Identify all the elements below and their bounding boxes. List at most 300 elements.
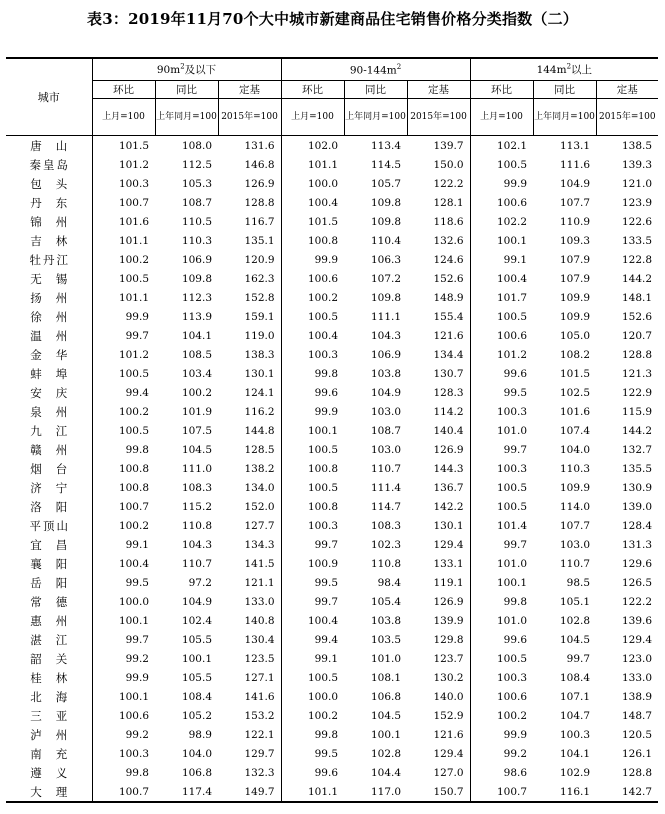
value-cell: 121.6 xyxy=(407,326,470,345)
value-cell: 139.6 xyxy=(621,614,653,627)
value-cell: 135.5 xyxy=(621,462,653,475)
value-cell: 113.9 xyxy=(181,310,212,323)
value-cell: 100.5 xyxy=(496,652,528,665)
table-row xyxy=(6,478,658,497)
value-cell: 100.8 xyxy=(307,234,339,247)
value-cell: 104.5 xyxy=(559,633,591,646)
value-cell: 122.1 xyxy=(218,725,281,744)
value-cell: 99.7 xyxy=(314,538,339,551)
value-cell: 99.8 xyxy=(314,367,339,380)
table-row xyxy=(6,573,658,592)
value-cell: 103.0 xyxy=(559,538,591,551)
value-cell: 113.1 xyxy=(559,139,591,152)
value-cell: 100.3 xyxy=(118,747,149,760)
value-cell: 101.1 xyxy=(118,291,149,304)
value-cell: 126.9 xyxy=(407,440,470,459)
value-cell: 99.2 xyxy=(125,652,149,665)
city-cell: 三亚 xyxy=(6,706,92,725)
value-cell: 110.7 xyxy=(181,557,212,570)
value-cell: 111.6 xyxy=(559,158,591,171)
value-cell: 100.3 xyxy=(496,671,528,684)
value-cell: 98.6 xyxy=(503,766,528,779)
city-cell: 包头 xyxy=(6,174,92,193)
city-cell: 徐州 xyxy=(6,307,92,326)
group-header-small: $90m^2$及以下 xyxy=(92,58,281,81)
value-cell: 146.8 xyxy=(218,155,281,174)
value-cell: 100.1 xyxy=(118,614,149,627)
value-cell: 148.7 xyxy=(621,709,653,722)
value-cell: 99.7 xyxy=(503,538,528,551)
table-row xyxy=(6,155,658,174)
value-cell: 102.5 xyxy=(559,386,591,399)
value-cell: 111.4 xyxy=(370,481,402,494)
value-cell: 121.3 xyxy=(621,367,653,380)
value-cell: 100.5 xyxy=(118,367,149,380)
value-cell: 132.3 xyxy=(218,763,281,782)
price-index-table xyxy=(6,57,658,803)
value-cell: 144.3 xyxy=(407,459,470,478)
table-body xyxy=(6,58,658,802)
table-row xyxy=(6,459,658,478)
city-cell: 南充 xyxy=(6,744,92,763)
value-cell: 144.2 xyxy=(621,272,653,285)
value-cell: 128.8 xyxy=(621,766,653,779)
value-cell: 141.5 xyxy=(218,554,281,573)
value-cell: 100.0 xyxy=(118,595,149,608)
table-row xyxy=(6,497,658,516)
table-row xyxy=(6,687,658,706)
value-cell: 142.7 xyxy=(596,782,658,802)
city-cell: 泉州 xyxy=(6,402,92,421)
value-cell: 114.0 xyxy=(559,500,591,513)
value-cell: 129.7 xyxy=(218,744,281,763)
value-cell: 139.3 xyxy=(621,158,653,171)
value-cell: 100.2 xyxy=(496,709,528,722)
value-cell: 100.8 xyxy=(307,462,339,475)
value-cell: 120.5 xyxy=(621,728,653,741)
value-cell: 100.5 xyxy=(496,481,528,494)
value-cell: 100.2 xyxy=(118,253,149,266)
value-cell: 130.2 xyxy=(407,668,470,687)
value-cell: 129.4 xyxy=(407,744,470,763)
city-cell: 济宁 xyxy=(6,478,92,497)
value-cell: 123.7 xyxy=(407,649,470,668)
value-cell: 99.9 xyxy=(503,728,528,741)
value-cell: 101.2 xyxy=(118,158,149,171)
value-cell: 121.6 xyxy=(407,725,470,744)
value-cell: 105.5 xyxy=(181,671,212,684)
value-cell: 129.8 xyxy=(407,630,470,649)
value-cell: 100.5 xyxy=(496,158,528,171)
value-cell: 130.1 xyxy=(218,364,281,383)
value-cell: 100.5 xyxy=(496,500,528,513)
value-cell: 152.9 xyxy=(407,706,470,725)
value-cell: 121.0 xyxy=(621,177,653,190)
base-cell: 2015年=100 xyxy=(596,99,658,136)
value-cell: 106.9 xyxy=(181,253,212,266)
value-cell: 99.7 xyxy=(314,595,339,608)
value-cell: 139.7 xyxy=(407,136,470,156)
value-cell: 100.1 xyxy=(118,690,149,703)
city-cell: 金华 xyxy=(6,345,92,364)
table-row xyxy=(6,649,658,668)
value-cell: 149.7 xyxy=(218,782,281,802)
value-cell: 99.7 xyxy=(125,633,149,646)
value-cell: 100.8 xyxy=(118,481,149,494)
value-cell: 101.2 xyxy=(496,348,528,361)
base-cell: 上月=100 xyxy=(281,99,344,136)
value-cell: 132.7 xyxy=(621,443,653,456)
value-cell: 109.8 xyxy=(181,272,212,285)
table-row xyxy=(6,630,658,649)
value-cell: 128.8 xyxy=(218,193,281,212)
value-cell: 102.8 xyxy=(370,747,402,760)
table-row xyxy=(6,288,658,307)
value-cell: 124.1 xyxy=(218,383,281,402)
value-cell: 148.9 xyxy=(407,288,470,307)
value-cell: 112.3 xyxy=(181,291,212,304)
value-cell: 104.1 xyxy=(559,747,591,760)
group-header-medium: $90-144m^2$ xyxy=(281,58,470,81)
value-cell: 126.5 xyxy=(621,576,653,589)
value-cell: 99.8 xyxy=(125,443,149,456)
value-cell: 138.3 xyxy=(218,345,281,364)
value-cell: 102.1 xyxy=(496,139,528,152)
value-cell: 101.7 xyxy=(496,291,528,304)
city-cell: 韶关 xyxy=(6,649,92,668)
value-cell: 122.9 xyxy=(621,386,653,399)
subheader-cell: 同比 xyxy=(344,81,407,99)
table-row xyxy=(6,402,658,421)
value-cell: 99.9 xyxy=(314,405,339,418)
city-cell: 温州 xyxy=(6,326,92,345)
value-cell: 128.3 xyxy=(407,383,470,402)
value-cell: 101.0 xyxy=(496,614,528,627)
value-cell: 104.5 xyxy=(181,443,212,456)
value-cell: 101.1 xyxy=(118,234,149,247)
value-cell: 102.2 xyxy=(496,215,528,228)
value-cell: 110.7 xyxy=(370,462,402,475)
value-cell: 99.9 xyxy=(503,177,528,190)
value-cell: 116.2 xyxy=(218,402,281,421)
value-cell: 110.3 xyxy=(559,462,591,475)
value-cell: 100.7 xyxy=(470,782,533,802)
value-cell: 100.5 xyxy=(307,481,339,494)
value-cell: 99.6 xyxy=(314,766,339,779)
value-cell: 100.0 xyxy=(307,690,339,703)
value-cell: 119.1 xyxy=(407,573,470,592)
city-cell: 赣州 xyxy=(6,440,92,459)
city-cell: 蚌埠 xyxy=(6,364,92,383)
value-cell: 131.3 xyxy=(621,538,653,551)
table-row xyxy=(6,611,658,630)
value-cell: 162.3 xyxy=(218,269,281,288)
value-cell: 141.6 xyxy=(218,687,281,706)
value-cell: 121.1 xyxy=(218,573,281,592)
value-cell: 134.3 xyxy=(218,535,281,554)
value-cell: 138.5 xyxy=(621,139,653,152)
value-cell: 105.2 xyxy=(181,709,212,722)
value-cell: 101.1 xyxy=(281,782,344,802)
table-row xyxy=(6,725,658,744)
value-cell: 100.4 xyxy=(307,329,339,342)
value-cell: 134.0 xyxy=(218,478,281,497)
subheader-cell: 环比 xyxy=(281,81,344,99)
table-row xyxy=(6,535,658,554)
subheader-cell: 环比 xyxy=(470,81,533,99)
value-cell: 122.8 xyxy=(621,253,653,266)
value-cell: 100.6 xyxy=(496,329,528,342)
value-cell: 101.9 xyxy=(181,405,212,418)
value-cell: 131.6 xyxy=(218,136,281,156)
value-cell: 108.4 xyxy=(559,671,591,684)
city-cell: 吉林 xyxy=(6,231,92,250)
value-cell: 140.8 xyxy=(218,611,281,630)
value-cell: 150.7 xyxy=(407,782,470,802)
value-cell: 109.8 xyxy=(370,291,402,304)
value-cell: 144.8 xyxy=(218,421,281,440)
value-cell: 101.2 xyxy=(118,348,149,361)
value-cell: 105.0 xyxy=(559,329,591,342)
value-cell: 100.3 xyxy=(496,405,528,418)
table-row xyxy=(6,326,658,345)
value-cell: 110.8 xyxy=(370,557,402,570)
value-cell: 99.6 xyxy=(503,633,528,646)
value-cell: 102.0 xyxy=(307,139,339,152)
value-cell: 114.5 xyxy=(370,158,402,171)
value-cell: 110.5 xyxy=(181,215,212,228)
value-cell: 100.7 xyxy=(118,196,149,209)
value-cell: 101.5 xyxy=(118,139,149,152)
table-row xyxy=(6,250,658,269)
city-cell: 宜昌 xyxy=(6,535,92,554)
value-cell: 98.4 xyxy=(377,576,402,589)
value-cell: 126.9 xyxy=(218,174,281,193)
value-cell: 108.3 xyxy=(370,519,402,532)
value-cell: 104.1 xyxy=(181,329,212,342)
value-cell: 105.3 xyxy=(181,177,212,190)
value-cell: 112.5 xyxy=(181,158,212,171)
city-cell: 泸州 xyxy=(6,725,92,744)
value-cell: 106.3 xyxy=(370,253,402,266)
value-cell: 128.5 xyxy=(218,440,281,459)
value-cell: 99.1 xyxy=(503,253,528,266)
city-cell: 惠州 xyxy=(6,611,92,630)
value-cell: 108.2 xyxy=(559,348,591,361)
value-cell: 104.3 xyxy=(181,538,212,551)
table-row xyxy=(6,345,658,364)
value-cell: 152.6 xyxy=(407,269,470,288)
value-cell: 104.3 xyxy=(370,329,402,342)
base-row xyxy=(6,99,658,136)
value-cell: 130.7 xyxy=(407,364,470,383)
value-cell: 100.2 xyxy=(118,405,149,418)
value-cell: 103.0 xyxy=(370,443,402,456)
value-cell: 135.1 xyxy=(218,231,281,250)
value-cell: 103.4 xyxy=(181,367,212,380)
value-cell: 99.8 xyxy=(503,595,528,608)
value-cell: 103.8 xyxy=(370,367,402,380)
value-cell: 110.4 xyxy=(370,234,402,247)
value-cell: 100.8 xyxy=(118,462,149,475)
value-cell: 103.5 xyxy=(370,633,402,646)
table-row xyxy=(6,364,658,383)
value-cell: 100.4 xyxy=(307,196,339,209)
value-cell: 107.9 xyxy=(559,272,591,285)
table-row xyxy=(6,592,658,611)
table-row xyxy=(6,763,658,782)
base-cell: 2015年=100 xyxy=(218,99,281,136)
value-cell: 139.0 xyxy=(621,500,653,513)
value-cell: 100.3 xyxy=(496,462,528,475)
value-cell: 100.4 xyxy=(496,272,528,285)
value-cell: 102.3 xyxy=(370,538,402,551)
value-cell: 107.9 xyxy=(559,253,591,266)
value-cell: 119.0 xyxy=(218,326,281,345)
value-cell: 99.8 xyxy=(125,766,149,779)
city-cell: 无锡 xyxy=(6,269,92,288)
city-cell: 湛江 xyxy=(6,630,92,649)
value-cell: 142.2 xyxy=(407,497,470,516)
value-cell: 105.7 xyxy=(370,177,402,190)
value-cell: 107.1 xyxy=(559,690,591,703)
value-cell: 110.3 xyxy=(181,234,212,247)
value-cell: 109.3 xyxy=(559,234,591,247)
value-cell: 152.6 xyxy=(621,310,653,323)
subheader-cell: 定基 xyxy=(218,81,281,99)
table-row xyxy=(6,440,658,459)
value-cell: 107.7 xyxy=(559,196,591,209)
value-cell: 103.8 xyxy=(370,614,402,627)
value-cell: 111.0 xyxy=(181,462,212,475)
base-cell: 上年同月=100 xyxy=(344,99,407,136)
value-cell: 104.4 xyxy=(370,766,402,779)
value-cell: 127.0 xyxy=(407,763,470,782)
value-cell: 100.2 xyxy=(181,386,212,399)
value-cell: 100.3 xyxy=(307,519,339,532)
value-cell: 159.1 xyxy=(218,307,281,326)
value-cell: 155.4 xyxy=(407,307,470,326)
value-cell: 110.9 xyxy=(559,215,591,228)
value-cell: 99.1 xyxy=(125,538,149,551)
value-cell: 130.9 xyxy=(621,481,653,494)
value-cell: 134.4 xyxy=(407,345,470,364)
value-cell: 99.2 xyxy=(125,728,149,741)
city-cell: 牡丹江 xyxy=(6,250,92,269)
value-cell: 123.5 xyxy=(218,649,281,668)
value-cell: 122.2 xyxy=(407,174,470,193)
value-cell: 129.4 xyxy=(621,633,653,646)
table-row xyxy=(6,307,658,326)
value-cell: 120.9 xyxy=(218,250,281,269)
table-row xyxy=(6,269,658,288)
value-cell: 108.5 xyxy=(181,348,212,361)
value-cell: 99.9 xyxy=(125,671,149,684)
value-cell: 104.9 xyxy=(370,386,402,399)
value-cell: 100.2 xyxy=(118,519,149,532)
value-cell: 100.3 xyxy=(118,177,149,190)
base-cell: 上年同月=100 xyxy=(533,99,596,136)
value-cell: 105.5 xyxy=(181,633,212,646)
city-cell: 秦皇岛 xyxy=(6,155,92,174)
value-cell: 108.3 xyxy=(181,481,212,494)
value-cell: 99.4 xyxy=(125,386,149,399)
value-cell: 115.9 xyxy=(621,405,653,418)
value-cell: 127.7 xyxy=(218,516,281,535)
value-cell: 126.9 xyxy=(407,592,470,611)
value-cell: 136.7 xyxy=(407,478,470,497)
value-cell: 132.6 xyxy=(407,231,470,250)
value-cell: 104.0 xyxy=(181,747,212,760)
value-cell: 100.5 xyxy=(118,272,149,285)
value-cell: 123.0 xyxy=(621,652,653,665)
value-cell: 107.7 xyxy=(559,519,591,532)
value-cell: 108.7 xyxy=(370,424,402,437)
value-cell: 100.9 xyxy=(307,557,339,570)
city-cell: 遵义 xyxy=(6,763,92,782)
subheader-cell: 定基 xyxy=(596,81,658,99)
value-cell: 100.6 xyxy=(496,690,528,703)
value-cell: 117.0 xyxy=(344,782,407,802)
value-cell: 120.7 xyxy=(621,329,653,342)
value-cell: 114.7 xyxy=(370,500,402,513)
subheader-cell: 环比 xyxy=(92,81,155,99)
value-cell: 100.5 xyxy=(118,424,149,437)
value-cell: 114.2 xyxy=(407,402,470,421)
value-cell: 100.1 xyxy=(181,652,212,665)
value-cell: 102.8 xyxy=(559,614,591,627)
city-cell: 扬州 xyxy=(6,288,92,307)
table-row xyxy=(6,668,658,687)
city-cell: 岳阳 xyxy=(6,573,92,592)
city-cell: 锦州 xyxy=(6,212,92,231)
city-cell: 北海 xyxy=(6,687,92,706)
value-cell: 133.0 xyxy=(218,592,281,611)
value-cell: 153.2 xyxy=(218,706,281,725)
table-row xyxy=(6,174,658,193)
value-cell: 140.0 xyxy=(407,687,470,706)
value-cell: 116.7 xyxy=(218,212,281,231)
value-cell: 99.7 xyxy=(125,329,149,342)
value-cell: 152.0 xyxy=(218,497,281,516)
base-cell: 上月=100 xyxy=(470,99,533,136)
value-cell: 100.5 xyxy=(307,671,339,684)
value-cell: 99.9 xyxy=(314,253,339,266)
base-cell: 2015年=100 xyxy=(407,99,470,136)
city-cell: 丹东 xyxy=(6,193,92,212)
value-cell: 122.2 xyxy=(621,595,653,608)
value-cell: 113.4 xyxy=(370,139,402,152)
value-cell: 98.5 xyxy=(566,576,591,589)
value-cell: 100.5 xyxy=(496,310,528,323)
value-cell: 101.6 xyxy=(118,215,149,228)
table-row xyxy=(6,231,658,250)
value-cell: 100.7 xyxy=(118,500,149,513)
value-cell: 106.8 xyxy=(181,766,212,779)
value-cell: 100.6 xyxy=(307,272,339,285)
value-cell: 133.1 xyxy=(407,554,470,573)
value-cell: 105.1 xyxy=(559,595,591,608)
value-cell: 122.6 xyxy=(621,215,653,228)
value-cell: 103.0 xyxy=(370,405,402,418)
value-cell: 107.5 xyxy=(181,424,212,437)
city-cell: 襄阳 xyxy=(6,554,92,573)
value-cell: 101.5 xyxy=(307,215,339,228)
value-cell: 99.5 xyxy=(125,576,149,589)
value-cell: 104.5 xyxy=(370,709,402,722)
value-cell: 100.2 xyxy=(307,709,339,722)
city-cell: 平顶山 xyxy=(6,516,92,535)
